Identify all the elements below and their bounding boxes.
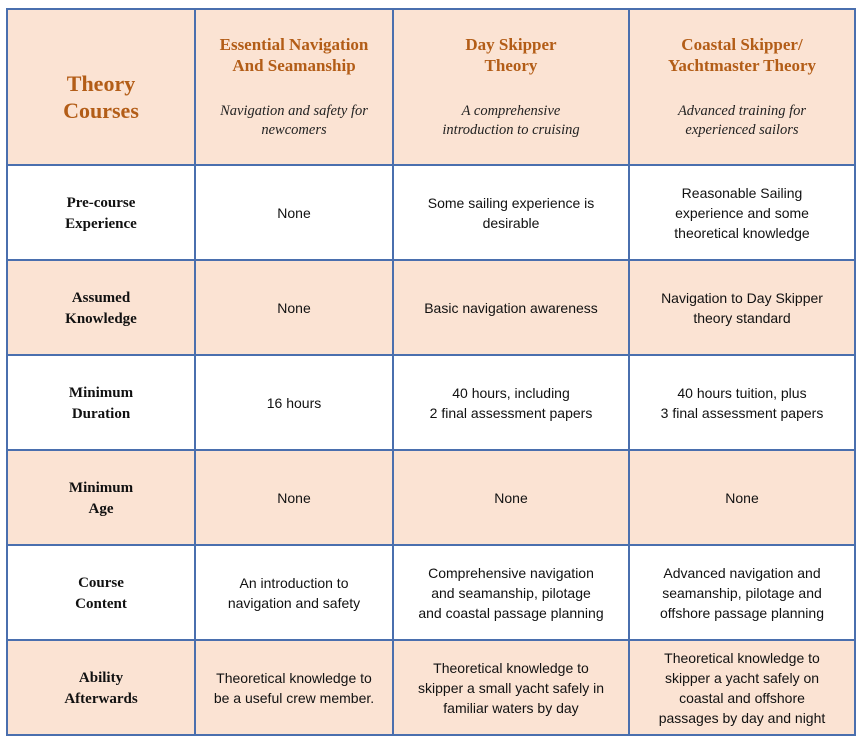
column-subtitle: A comprehensive introduction to cruising — [442, 103, 580, 138]
row-label-cell — [7, 640, 195, 735]
table-cell: None — [393, 450, 629, 545]
table-cell: Reasonable Sailing experience and some theoretical knowledge — [629, 165, 855, 260]
column-title: Essential Navigation And Seamanship — [219, 35, 369, 75]
table-row-assumed-knowledge — [7, 260, 855, 355]
row-label: Pre-course Experience — [65, 194, 137, 232]
column-header-coastal-skipper — [629, 9, 855, 165]
table-cell: 16 hours — [195, 355, 393, 450]
table-cell: None — [629, 450, 855, 545]
table-cell: Navigation to Day Skipper theory standard — [629, 260, 855, 355]
column-title: Day Skipper Theory — [465, 35, 557, 75]
table-cell: Theoretical knowledge to skipper a small yacht safely in familiar waters by day — [393, 640, 629, 735]
row-label: Minimum Age — [68, 479, 134, 517]
table-cell: Advanced navigation and seamanship, pilotage and offshore passage planning — [629, 545, 855, 640]
table-cell: Theoretical knowledge to be a useful crew member. — [195, 640, 393, 735]
table-row-minimum-duration — [7, 355, 855, 450]
table-cell: None — [195, 260, 393, 355]
column-subtitle: Navigation and safety for newcomers — [220, 103, 368, 138]
column-subtitle: Advanced training for experienced sailors — [677, 103, 807, 138]
table-row-ability-afterwards — [7, 640, 855, 735]
row-label-cell — [7, 165, 195, 260]
row-label: Ability Afterwards — [64, 669, 138, 707]
table-cell: 40 hours tuition, plus 3 final assessment papers — [629, 355, 855, 450]
column-header-day-skipper — [393, 9, 629, 165]
table-cell: Theoretical knowledge to skipper a yacht safely on coastal and offshore passages by day and night — [629, 640, 855, 735]
corner-title: Theory Courses — [63, 71, 139, 123]
row-label: Assumed Knowledge — [65, 289, 137, 327]
table-row-minimum-age — [7, 450, 855, 545]
table-row-course-content — [7, 545, 855, 640]
table-cell: An introduction to navigation and safety — [195, 545, 393, 640]
row-label-cell — [7, 355, 195, 450]
table-cell: Comprehensive navigation and seamanship, pilotage and coastal passage planning — [393, 545, 629, 640]
row-label-cell — [7, 260, 195, 355]
corner-cell — [7, 9, 195, 165]
course-comparison-table — [6, 8, 856, 736]
table-cell: Some sailing experience is desirable — [393, 165, 629, 260]
table-cell: None — [195, 165, 393, 260]
row-label: Course Content — [75, 574, 127, 612]
row-label: Minimum Duration — [68, 384, 134, 422]
row-label-cell — [7, 450, 195, 545]
header-row — [7, 9, 855, 165]
table-cell: None — [195, 450, 393, 545]
table-cell: 40 hours, including 2 final assessment papers — [393, 355, 629, 450]
course-comparison-table-wrapper — [6, 8, 854, 726]
table-cell: Basic navigation awareness — [393, 260, 629, 355]
row-label-cell — [7, 545, 195, 640]
column-title: Coastal Skipper/ Yachtmaster Theory — [667, 35, 817, 75]
column-header-essential-navigation — [195, 9, 393, 165]
table-row-pre-course-experience — [7, 165, 855, 260]
